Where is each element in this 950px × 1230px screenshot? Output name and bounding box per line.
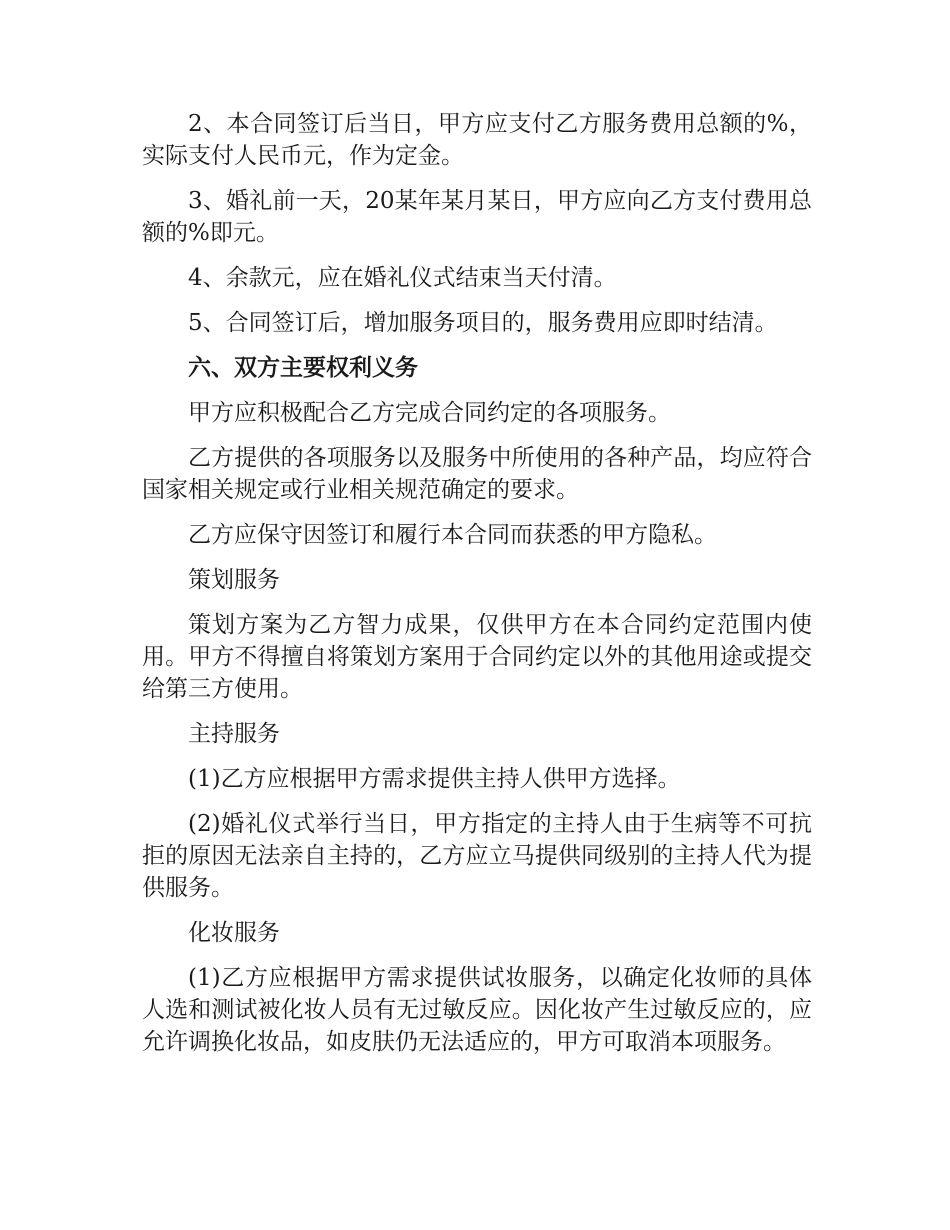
paragraph-host-item-1: (1)乙方应根据甲方需求提供主持人供甲方选择。 bbox=[188, 766, 681, 792]
paragraph-party-b-privacy: 乙方应保守因签订和履行本合同而获悉的甲方隐私。 bbox=[188, 522, 717, 548]
section-heading-rights-obligations: 六、双方主要权利义务 bbox=[188, 354, 418, 381]
paragraph-payment-balance: 4、余款元，应在婚礼仪式结束当天付清。 bbox=[188, 265, 617, 291]
subheading-planning-service: 策划服务 bbox=[188, 567, 280, 593]
paragraph-payment-additional: 5、合同签订后，增加服务项目的，服务费用应即时结清。 bbox=[188, 310, 778, 336]
paragraph-host-item-2: (2)婚礼仪式举行当日，甲方指定的主持人由于生病等不可抗拒的原因无法亲自主持的，乙方应立马提供同级别的主持人代为提供服务。 bbox=[142, 811, 812, 901]
paragraph-makeup-item-1: (1)乙方应根据甲方需求提供试妆服务，以确定化妆师的具体人选和测试被化妆人员有无过敏反应。因化妆产生过敏反应的，应允许调换化妆品，如皮肤仍无法适应的，甲方可取消本项服务。 bbox=[142, 965, 812, 1055]
paragraph-party-b-standards: 乙方提供的各项服务以及服务中所使用的各种产品，均应符合国家相关规定或行业相关规范确定的要求。 bbox=[142, 445, 812, 503]
document-page bbox=[142, 108, 812, 1071]
subheading-host-service: 主持服务 bbox=[188, 721, 280, 747]
paragraph-planning-terms: 策划方案为乙方智力成果，仅供甲方在本合同约定范围内使用。甲方不得擅自将策划方案用于合同约定以外的其他用途或提交给第三方使用。 bbox=[142, 612, 812, 702]
paragraph-payment-before-wedding: 3、婚礼前一天，20某年某月某日，甲方应向乙方支付费用总额的%即元。 bbox=[142, 188, 812, 246]
paragraph-party-a-cooperate: 甲方应积极配合乙方完成合同约定的各项服务。 bbox=[188, 400, 671, 426]
paragraph-payment-deposit: 2、本合同签订后当日，甲方应支付乙方服务费用总额的%，实际支付人民币元，作为定金。 bbox=[142, 111, 812, 169]
subheading-makeup-service: 化妆服务 bbox=[188, 920, 280, 946]
